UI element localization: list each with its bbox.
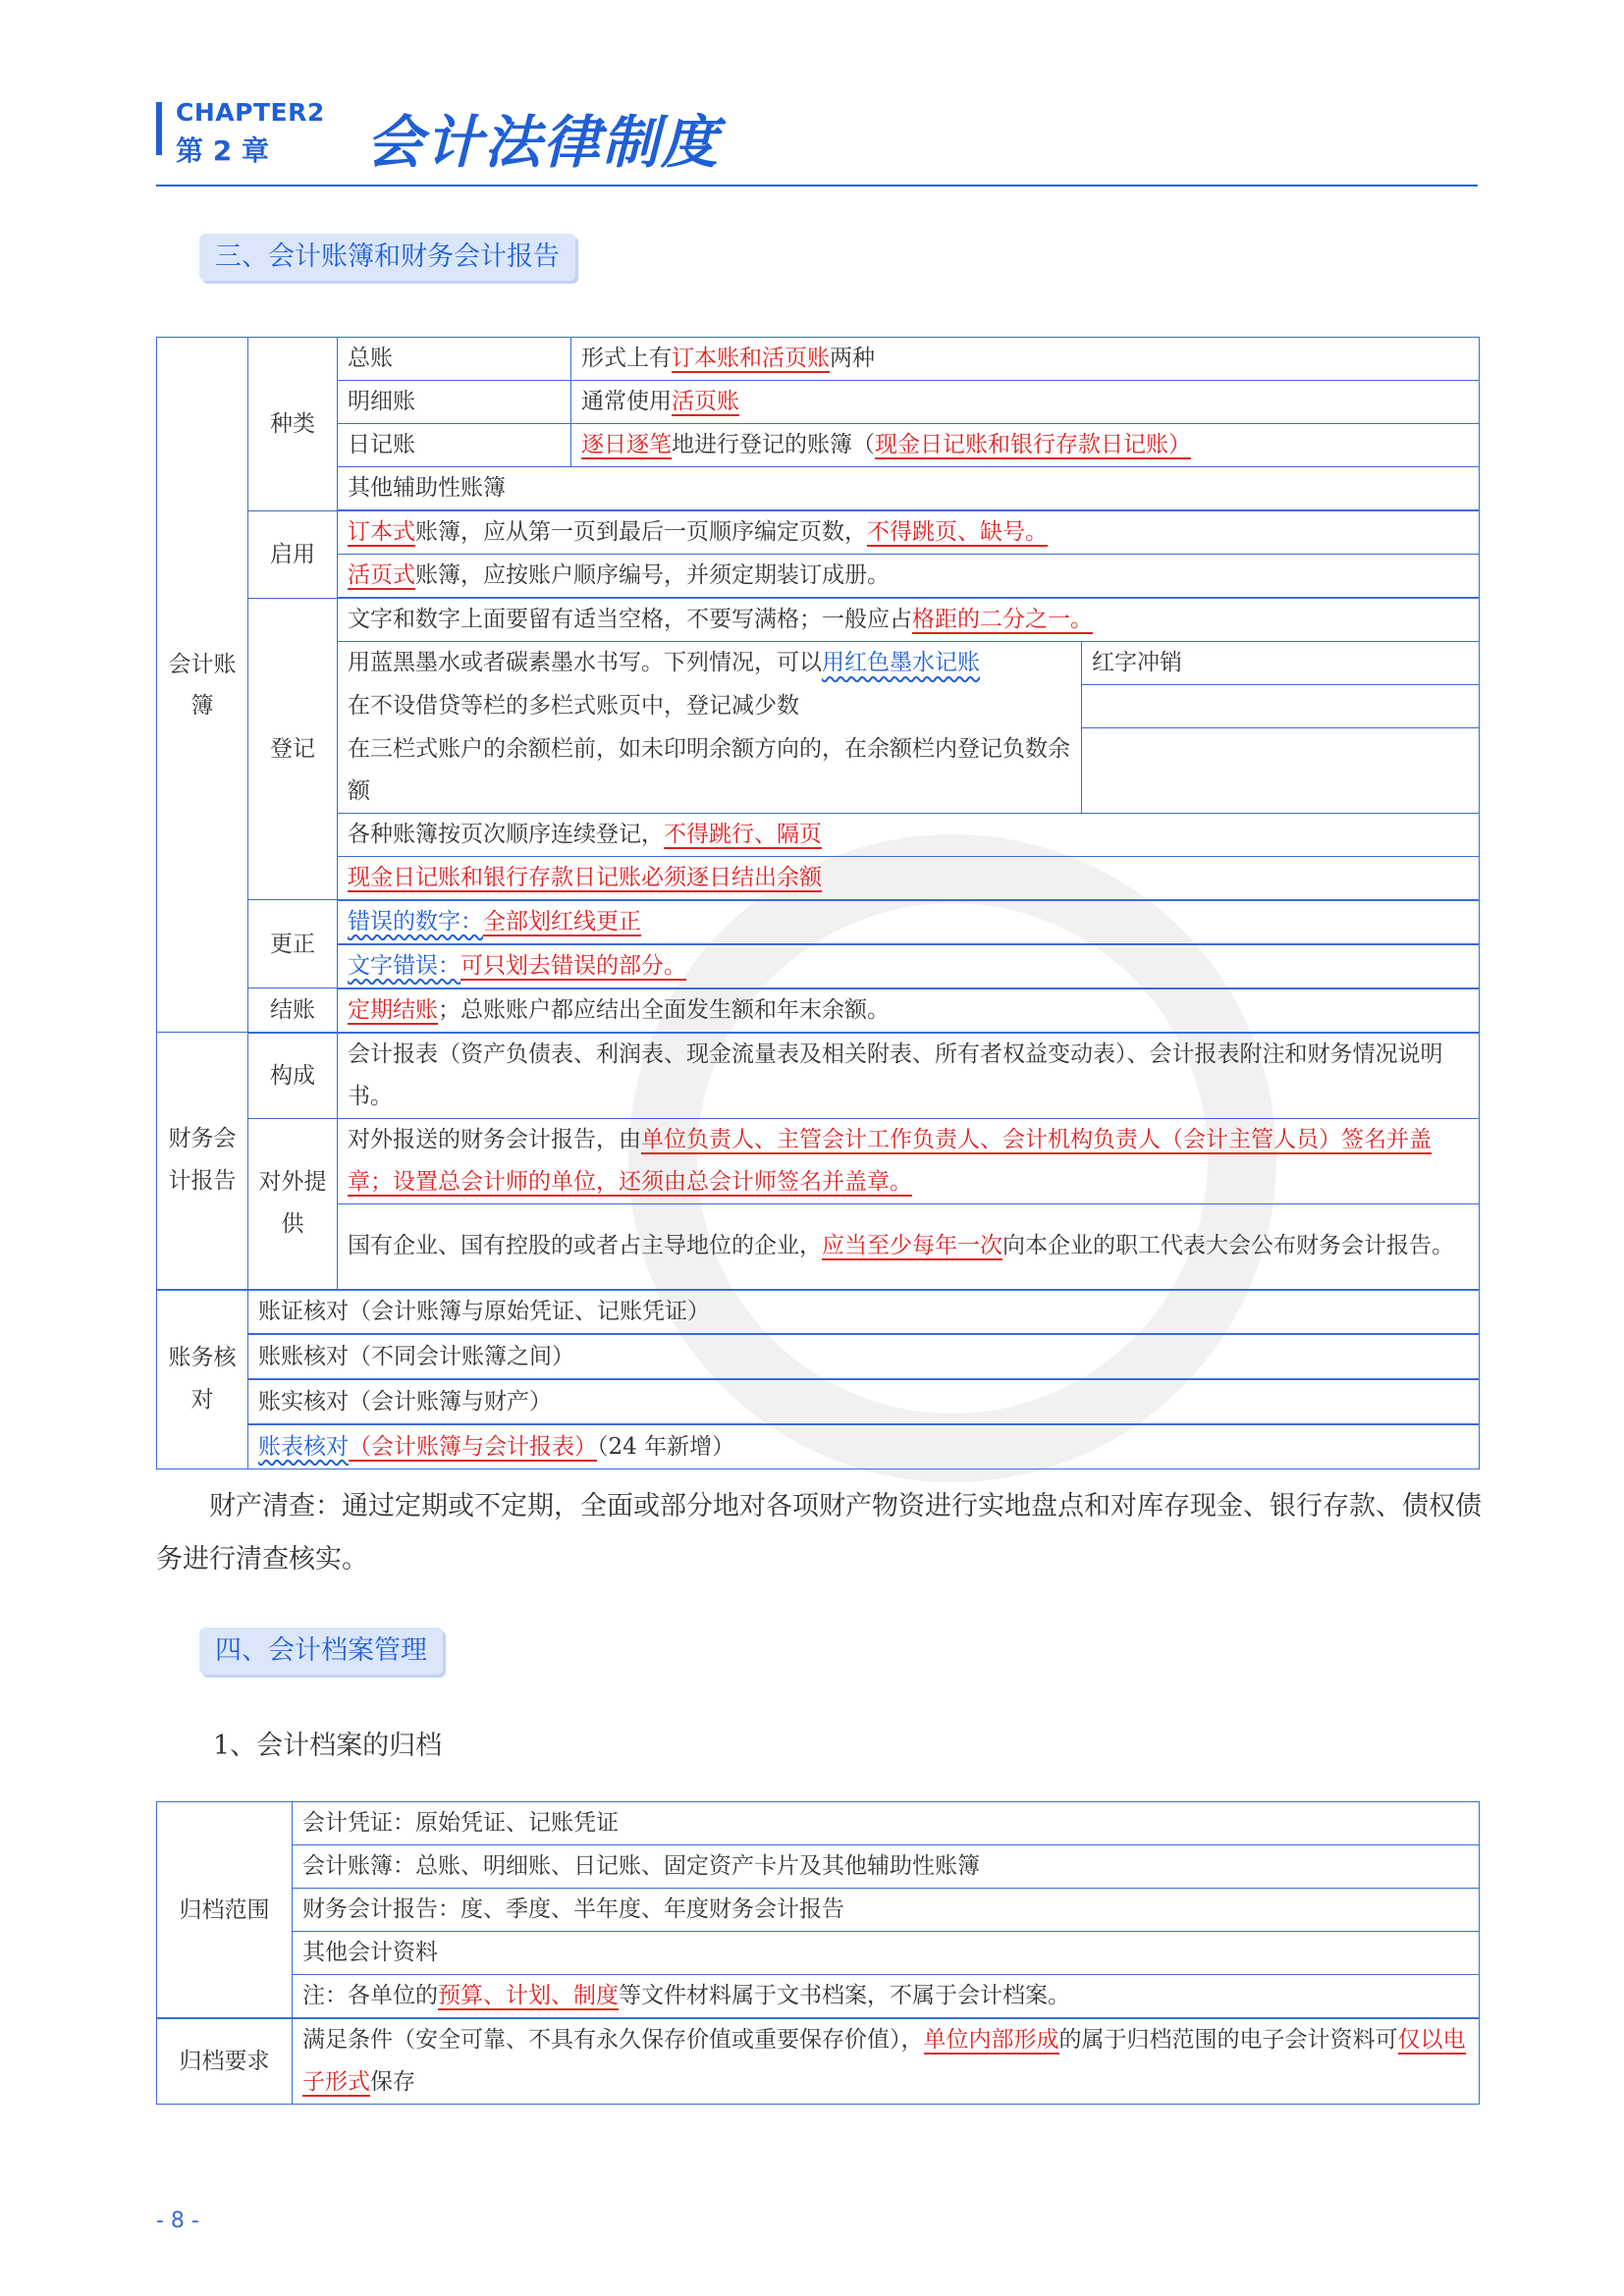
recording-rule-multi-column: 在不设借贷等栏的多栏式账页中，登记减少数 — [338, 685, 1082, 728]
recording-rule-sequence: 各种账簿按页次顺序连续登记，不得跳行、隔页 — [338, 813, 1480, 856]
external-provision-signature: 对外报送的财务会计报告，由单位负责人、主管会计工作负责人、会计机构负责人（会计主管人员）签名并盖章；设置总会计师的单位，还须由总会计师签名并盖章。 — [338, 1118, 1480, 1203]
type-journal: 日记账 — [338, 424, 571, 467]
recording-rule-balance: 在三栏式账户的余额栏前，如未印明余额方向的，在余额栏内登记负数余额 — [338, 728, 1082, 814]
label-correction: 更正 — [248, 900, 338, 988]
chapter-label-en: CHAPTER2 — [176, 98, 325, 127]
closing-desc: 定期结账；总账账户都应结出全面发生额和年末余额。 — [338, 988, 1480, 1033]
reconciliation-assets: 账实核对（会计账簿与财产） — [248, 1379, 1480, 1424]
red-ink-empty-cell — [1082, 685, 1480, 728]
scope-other: 其他会计资料 — [293, 1932, 1480, 1975]
label-closing: 结账 — [248, 988, 338, 1033]
correction-numbers: 错误的数字：全部划红线更正 — [338, 900, 1480, 944]
composition-desc: 会计报表（资产负债表、利润表、现金流量表及相关附表、所有者权益变动表）、会计报表附注和财务情况说明书。 — [338, 1033, 1480, 1119]
chapter-title: 会计法律制度 — [366, 109, 721, 176]
label-archive-requirements: 归档要求 — [157, 2018, 293, 2105]
chapter-label-cn: 第 2 章 — [176, 134, 269, 167]
subheading-archiving: 1、会计档案的归档 — [213, 1731, 443, 1761]
red-reversal-label: 红字冲销 — [1082, 642, 1480, 685]
property-inventory-note: 财产清查：通过定期或不定期，全面或部分地对各项财产物资进行实地盘点和对库存现金、银行存款、债权债务进行清查核实。 — [156, 1491, 1482, 1575]
journal-desc: 逐日逐笔地进行登记的账簿（现金日记账和银行存款日记账） — [571, 424, 1480, 467]
reconciliation-statements: 账表核对（会计账簿与会计报表）（24 年新增） — [248, 1424, 1480, 1469]
type-subsidiary-ledger: 明细账 — [338, 381, 571, 424]
header-accent-bar — [156, 102, 162, 155]
recording-rule-ink: 用蓝黑墨水或者碳素墨水书写。下列情况，可以用红色墨水记账 — [338, 642, 1082, 685]
type-other-books: 其他辅助性账簿 — [338, 467, 1480, 511]
opening-bound-books: 订本式账簿，应从第一页到最后一页顺序编定页数，不得跳页、缺号。 — [338, 510, 1480, 555]
scope-vouchers: 会计凭证：原始凭证、记账凭证 — [293, 1802, 1480, 1845]
label-recording: 登记 — [248, 598, 338, 900]
correction-text: 文字错误：可只划去错误的部分。 — [338, 944, 1480, 988]
label-external-provision: 对外提供 — [248, 1118, 338, 1290]
group-reconciliation: 账务核对 — [157, 1290, 248, 1469]
section-heading-4: 四、会计档案管理 — [199, 1628, 443, 1675]
archive-table — [156, 1801, 1480, 2105]
scope-books: 会计账簿：总账、明细账、日记账、固定资产卡片及其他辅助性账簿 — [293, 1845, 1480, 1889]
type-general-ledger: 总账 — [338, 338, 571, 381]
section-heading-3: 三、会计账簿和财务会计报告 — [199, 234, 575, 281]
label-archive-scope: 归档范围 — [157, 1802, 293, 2019]
reconciliation-books: 账账核对（不同会计账簿之间） — [248, 1334, 1480, 1379]
reconciliation-vouchers: 账证核对（会计账簿与原始凭证、记账凭证） — [248, 1290, 1480, 1335]
red-ink-empty-cell-2 — [1082, 728, 1480, 814]
archive-requirements-desc: 满足条件（安全可靠、不具有永久保存价值或重要保存价值），单位内部形成的属于归档范围的电子会计资料可仅以电子形式保存 — [293, 2018, 1480, 2105]
page-number: - 8 - — [156, 2209, 199, 2233]
chapter-header — [156, 90, 1478, 187]
subsidiary-ledger-desc: 通常使用活页账 — [571, 381, 1480, 424]
recording-rule-daily-balance: 现金日记账和银行存款日记账必须逐日结出余额 — [338, 856, 1480, 900]
opening-loose-leaf-books: 活页式账簿，应按账户顺序编号，并须定期装订成册。 — [338, 555, 1480, 599]
label-types: 种类 — [248, 338, 338, 511]
scope-note: 注：各单位的预算、计划、制度等文件材料属于文书档案，不属于会计档案。 — [293, 1975, 1480, 2019]
recording-rule-spacing: 文字和数字上面要留有适当空格，不要写满格；一般应占格距的二分之一。 — [338, 598, 1480, 642]
group-accounting-books: 会计账簿 — [157, 338, 248, 1033]
external-provision-soe: 国有企业、国有控股的或者占主导地位的企业，应当至少每年一次向本企业的职工代表大会公布财务会计报告。 — [338, 1203, 1480, 1290]
group-financial-report: 财务会计报告 — [157, 1033, 248, 1290]
general-ledger-desc: 形式上有订本账和活页账两种 — [571, 338, 1480, 381]
scope-reports: 财务会计报告：度、季度、半年度、年度财务会计报告 — [293, 1889, 1480, 1932]
label-composition: 构成 — [248, 1033, 338, 1119]
label-opening: 启用 — [248, 510, 338, 598]
accounting-books-table — [156, 337, 1480, 1469]
